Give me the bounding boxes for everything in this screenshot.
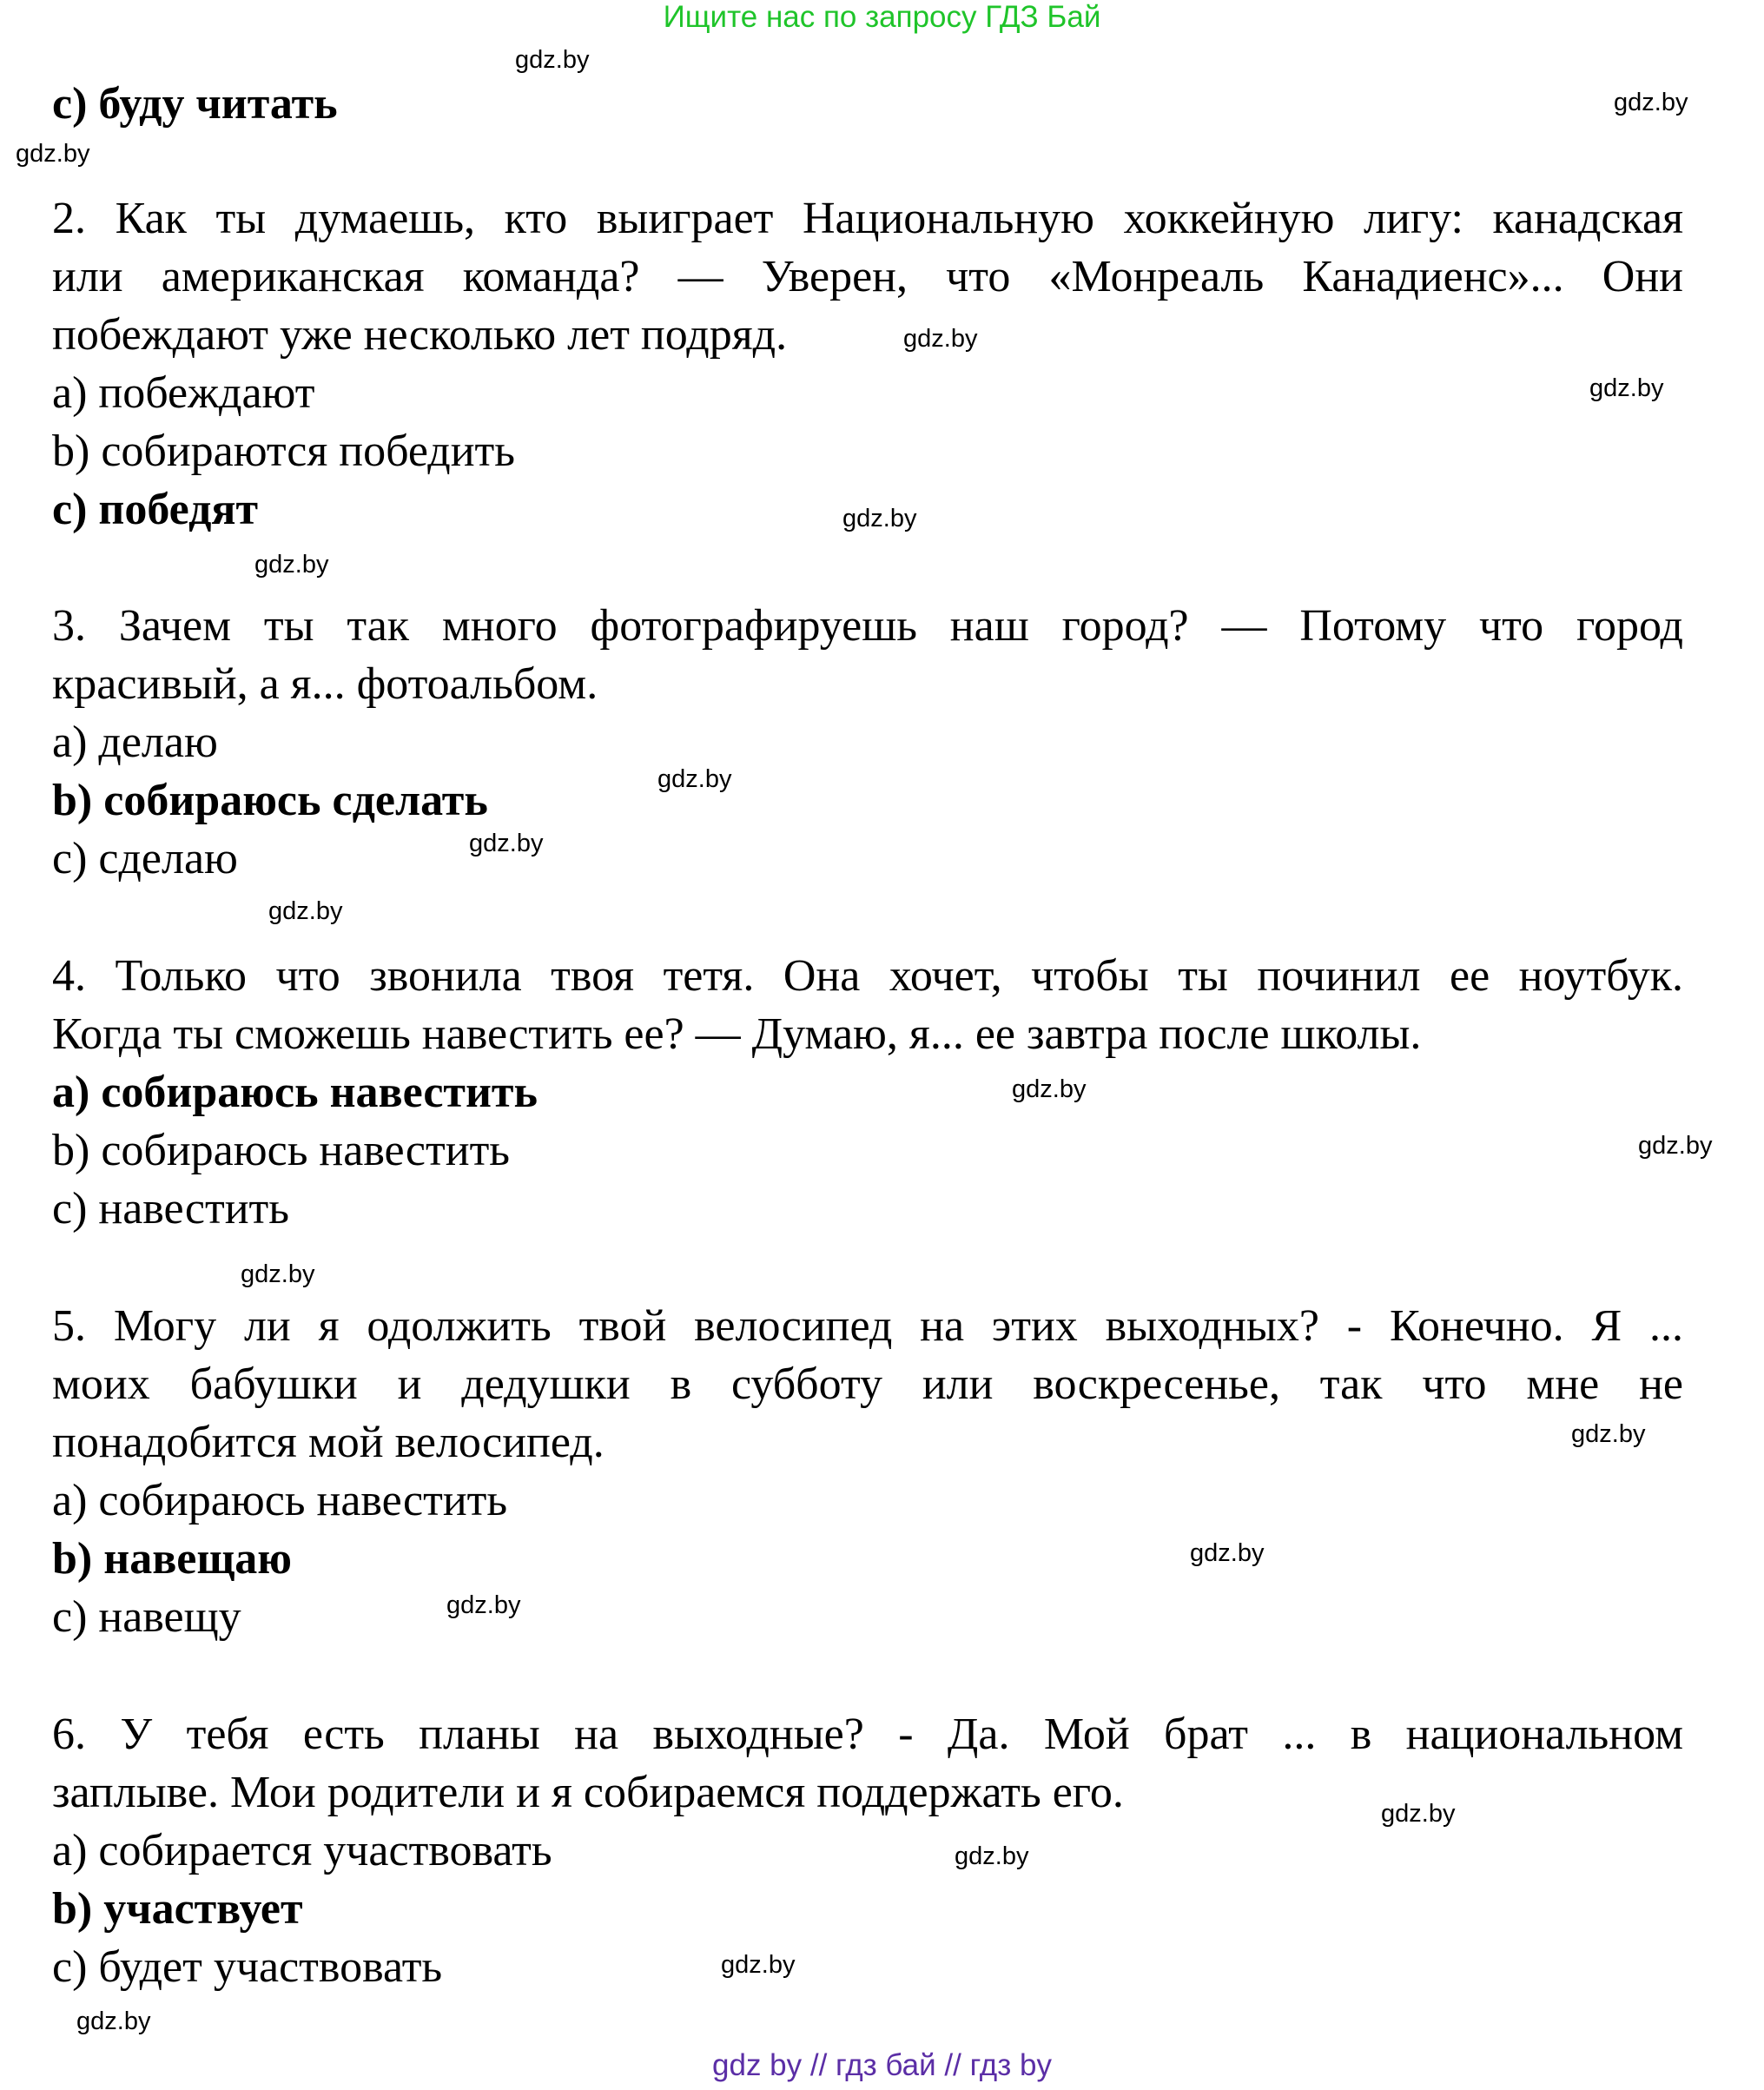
watermark: gdz.by [515,46,590,74]
q4-option-a-answer: a) собираюсь навестить [52,1068,538,1117]
q2-option-a: a) побеждают [52,368,315,418]
q4-option-c: c) навестить [52,1184,289,1233]
watermark: gdz.by [955,1842,1029,1870]
watermark: gdz.by [1614,89,1688,116]
watermark: gdz.by [903,325,978,353]
watermark: gdz.by [1012,1075,1087,1103]
q5-option-c: c) навещу [52,1592,241,1642]
watermark: gdz.by [446,1591,521,1619]
watermark: gdz.by [469,830,544,857]
watermark: gdz.by [1381,1800,1456,1828]
header-search-hint[interactable]: Ищите нас по запросу ГДЗ Бай [663,0,1101,34]
q6-option-a: a) собирается участвовать [52,1826,552,1875]
q3-text-line-2: красивый, а я... фотоальбом. [52,659,598,709]
watermark: gdz.by [268,897,343,925]
q3-text-line-1: 3. Зачем ты так много фотографируешь наш город? — Потому что город [52,601,1683,651]
watermark: gdz.by [1571,1420,1646,1448]
q6-option-b-answer: b) участвует [52,1884,303,1934]
watermark: gdz.by [1638,1132,1713,1160]
watermark: gdz.by [254,551,329,579]
q4-text-line-1: 4. Только что звонила твоя тетя. Она хочет, чтобы ты починил ее ноутбук. [52,951,1683,1001]
q3-option-a: a) делаю [52,718,218,767]
q5-option-a: a) собираюсь навестить [52,1476,508,1525]
watermark: gdz.by [721,1951,796,1979]
q5-text-line-2: моих бабушки и дедушки в субботу или воскресенье, так что мне не [52,1359,1683,1409]
q5-option-b-answer: b) навещаю [52,1534,292,1584]
q2-text-line-2: или американская команда? — Уверен, что «Монреаль Канадиенс»... Они [52,252,1683,301]
q2-text-line-3: побеждают уже несколько лет подряд. [52,310,788,360]
watermark: gdz.by [1190,1539,1265,1567]
q2-option-c-answer: c) победят [52,485,259,534]
q6-text-line-1: 6. У тебя есть планы на выходные? - Да. Мой брат ... в национальном [52,1710,1683,1759]
q3-option-c: c) сделаю [52,834,238,883]
watermark: gdz.by [76,2007,151,2035]
watermark: gdz.by [1589,374,1664,402]
q6-option-c: c) будет участвовать [52,1942,443,1992]
q3-option-b-answer: b) собираюсь сделать [52,776,488,825]
q6-text-line-2: заплыве. Мои родители и я собираемся поддержать его. [52,1768,1124,1817]
q5-text-line-3: понадобится мой велосипед. [52,1418,605,1467]
q5-text-line-1: 5. Могу ли я одолжить твой велосипед на этих выходных? - Конечно. Я ... [52,1301,1683,1351]
q1-option-c-answer: c) буду читать [52,79,338,129]
q2-option-b: b) собираются победить [52,427,515,476]
watermark: gdz.by [842,505,917,532]
q4-text-line-2: Когда ты сможешь навестить ее? — Думаю, я... ее завтра после школы. [52,1009,1422,1059]
watermark: gdz.by [657,765,732,793]
q4-option-b: b) собираюсь навестить [52,1126,511,1175]
watermark: gdz.by [241,1260,315,1288]
footer-links[interactable]: gdz by // гдз бай // гдз by [712,2048,1052,2082]
watermark: gdz.by [16,140,90,168]
q2-text-line-1: 2. Как ты думаешь, кто выиграет Национальную хоккейную лигу: канадская [52,194,1683,243]
